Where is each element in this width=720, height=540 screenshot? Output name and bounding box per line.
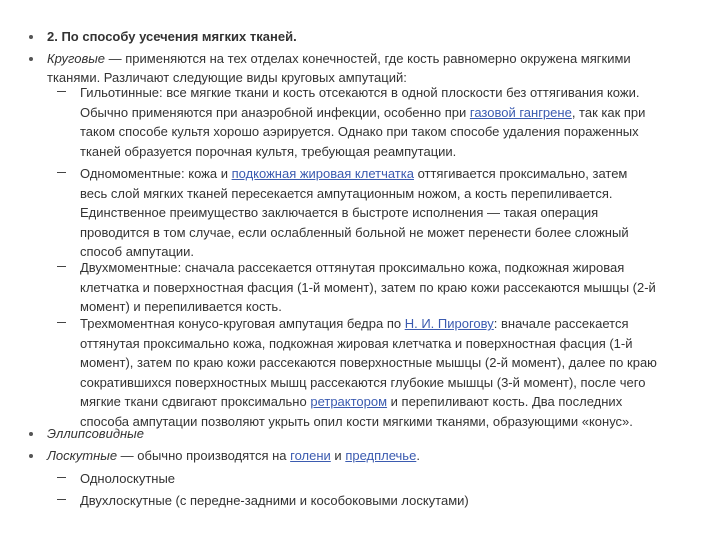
- three-stage-text: : вначале рассекается: [493, 316, 629, 331]
- three-stage-text: Трехмоментная конусо-круговая ампутация бедра по: [80, 316, 405, 331]
- three-stage-line3: момент), затем по краю кожи рассекаются поверхностные мышцы (2-й момент), далее по краю: [80, 355, 657, 370]
- bullet-marker: [29, 35, 33, 39]
- circular-text: — применяются на тех отделах конечностей, где кость равномерно окружена мягкими: [105, 51, 631, 66]
- section-heading: 2. По способу усечения мягких тканей.: [47, 29, 297, 44]
- three-stage-text: мягкие ткани сдвигают проксимально: [80, 394, 311, 409]
- dash-marker: [57, 266, 66, 267]
- term-flap: Лоскутные: [47, 448, 118, 463]
- link-retractor[interactable]: ретрактором: [310, 394, 388, 409]
- circular-text-line2: тканями. Различают следующие виды круговых ампутаций:: [47, 70, 407, 85]
- link-subcutaneous-fat[interactable]: подкожная жировая клетчатка: [231, 166, 414, 181]
- link-forearm[interactable]: предплечье: [345, 448, 417, 463]
- three-stage-line1: [80, 314, 629, 334]
- flap-text: и: [330, 448, 346, 463]
- flap-text: — обычно производятся на: [117, 448, 291, 463]
- link-gas-gangrene[interactable]: газовой гангрене: [469, 105, 572, 120]
- link-shin[interactable]: голени: [290, 448, 331, 463]
- three-stage-line2: оттянутая проксимально кожа, подкожная жировая клетчатка и поверхностная фасция (1-й: [80, 336, 633, 351]
- one-stage-line2: весь слой мягких тканей пересекается ампутационным ножом, а кость перепиливается.: [80, 186, 613, 201]
- two-stage-line3: момент) и перепиливается кость.: [80, 299, 282, 314]
- one-stage-line5: способ ампутации.: [80, 244, 195, 259]
- term-elliptical: Эллипсовидные: [47, 426, 144, 441]
- one-stage-text: оттягивается проксимально, затем: [413, 166, 628, 181]
- three-stage-line4: сократившихся поверхностных мышц рассекаются глубокие мышцы (3-й момент), после чего: [80, 375, 646, 390]
- link-pirogov[interactable]: Н. И. Пирогову: [404, 316, 494, 331]
- two-stage-line1: Двухмоментные: сначала рассекается оттянутая проксимально кожа, подкожная жировая: [80, 260, 625, 275]
- one-stage-text: Одномоментные: кожа и: [80, 166, 232, 181]
- two-stage-line2: клетчатка и поверхностная фасция (1-й момент), затем по краю кожи рассекаются мышцы (2-й: [80, 280, 656, 295]
- guillotine-line1: Гильотинные: все мягкие ткани и кость отсекаются в одной плоскости без оттягивания кожи.: [80, 85, 640, 100]
- guillotine-line4: тканей образуется порочная культя, требующая реампутации.: [80, 144, 457, 159]
- flap-intro: [47, 446, 420, 466]
- three-stage-line5: [80, 392, 622, 412]
- bullet-marker: [29, 454, 33, 458]
- dash-marker: [57, 499, 66, 500]
- dash-marker: [57, 322, 66, 323]
- bullet-marker: [29, 57, 33, 61]
- three-stage-text: и перепиливают кость. Два последних: [387, 394, 623, 409]
- double-flap: Двухлоскутные (с передне-задними и кособоковыми лоскутами): [80, 493, 469, 508]
- single-flap: Однолоскутные: [80, 471, 176, 486]
- dash-marker: [57, 172, 66, 173]
- flap-text: .: [416, 448, 420, 463]
- guillotine-text: , так как при: [571, 105, 646, 120]
- one-stage-line1: [80, 164, 627, 184]
- guillotine-line2: [80, 103, 645, 123]
- term-circular: Круговые: [47, 51, 106, 66]
- circular-intro: [47, 49, 631, 69]
- guillotine-line3: таком способе культя хорошо аэрируется. Однако при таком способе удаления пораженных: [80, 124, 639, 139]
- one-stage-line3: Единственное преимущество заключается в быстроте исполнения — такая операция: [80, 205, 599, 220]
- bullet-marker: [29, 432, 33, 436]
- dash-marker: [57, 477, 66, 478]
- dash-marker: [57, 91, 66, 92]
- guillotine-text: Обычно применяются при анаэробной инфекции, особенно при: [80, 105, 470, 120]
- three-stage-line6: способа ампутации позволяют укрыть опил кости мягкими тканями, образующими «конус».: [80, 414, 633, 429]
- one-stage-line4: проводится в том случае, если ослабленный больной не может перенести более сложный: [80, 225, 629, 240]
